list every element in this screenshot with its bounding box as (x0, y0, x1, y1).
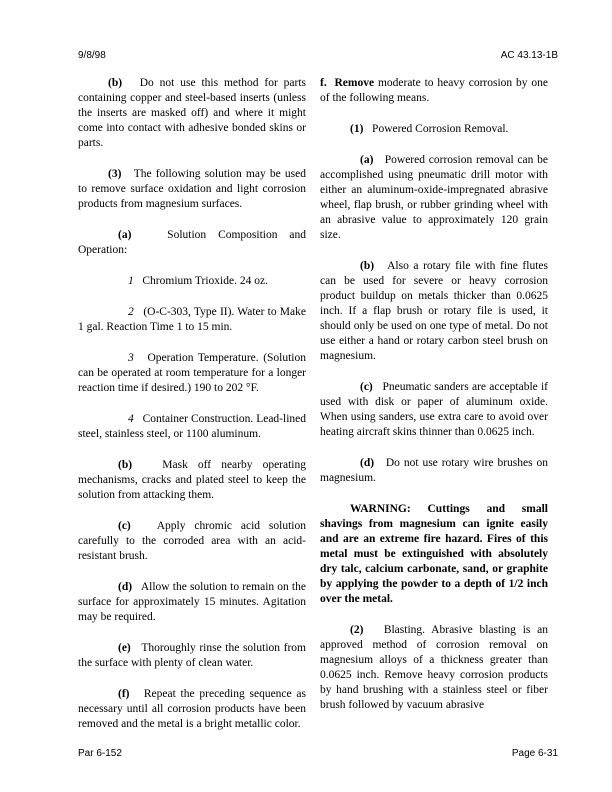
right-column (320, 76, 548, 729)
para-f-text: moderate to heavy corrosion by one of the following means. (320, 77, 549, 104)
paragraph-tag: 3 (128, 352, 134, 364)
para-1-text: Powered Corrosion Removal. (372, 123, 509, 135)
left-column (78, 76, 306, 748)
paragraph-c (320, 380, 548, 440)
left-paragraph (78, 580, 306, 625)
header-date: 9/8/98 (78, 50, 106, 61)
paragraph-tag: 4 (128, 413, 134, 425)
paragraph-text: Allow the solution to remain on the surface for approximately 15 minutes. Agitation may be required. (78, 581, 306, 623)
paragraph-text: Chromium Trioxide. 24 oz. (142, 275, 268, 287)
paragraph-text: Thoroughly rinse the solution from the surface with plenty of clean water. (78, 642, 306, 669)
paragraph-text: The following solution may be used to remove surface oxidation and light corrosion products from magnesium surfaces. (78, 168, 306, 210)
paragraph-text: Operation Temperature. (Solution can be operated at room temperature for a longer reaction time if desired.) 190 to 202 °F. (78, 352, 307, 394)
paragraph-tag: (f) (118, 688, 130, 700)
left-paragraph (78, 274, 306, 289)
paragraph-text: Container Construction. Lead-lined steel, stainless steel, or 1100 aluminum. (78, 413, 307, 440)
footer-page-number: Page 6-31 (511, 748, 558, 759)
paragraph-a (320, 153, 548, 243)
left-paragraph (78, 519, 306, 564)
para-a-tag: (a) (360, 154, 374, 166)
para-f-tag: f. (320, 77, 327, 89)
paragraph-b (320, 259, 548, 364)
para-b-text: Also a rotary file with fine flutes can be used for severe or heavy corrosion product buildup on metals thicker than 0.0625 inch. If a flap brush or rotary file is used, it should only be used on one type of metal. Do not use either a hand or rotary carbon steel brush on magnesium. (320, 260, 548, 362)
paragraph-text: (O-C-303, Type II). Water to Make 1 gal. Reaction Time 1 to 15 min. (78, 306, 306, 333)
paragraph-tag: 1 (128, 275, 134, 287)
paragraph-tag: (b) (108, 77, 123, 89)
paragraph-1 (320, 122, 548, 137)
left-paragraph (78, 458, 306, 503)
para-d-text: Do not use rotary wire brushes on magnesium. (320, 457, 549, 484)
para-b-tag: (b) (360, 260, 375, 272)
paragraph-tag: (c) (118, 520, 131, 532)
paragraph-text: Mask off nearby operating mechanisms, cracks and plated steel to keep the solution from attacking them. (78, 459, 306, 501)
paragraph-text: Do not use this method for parts containing copper and steel-based inserts (unless the inserts are masked off) and where it might come into contact with adhesive bonded skins or parts. (78, 77, 307, 149)
paragraph-text: Apply chromic acid solution carefully to the corroded area with an acid-resistant brush. (78, 520, 306, 562)
paragraph-text: Solution Composition and Operation: (78, 229, 307, 256)
para-d-tag: (d) (360, 457, 375, 469)
header-doc-number: AC 43.13-1B (500, 50, 558, 61)
para-1-tag: (1) (350, 123, 364, 135)
paragraph-2 (320, 623, 548, 713)
paragraph-tag: (e) (118, 642, 131, 654)
paragraph-tag: 2 (128, 306, 134, 318)
para-c-text: Pneumatic sanders are acceptable if used with disk or paper of aluminum oxide. When using sanders, use extra care to avoid over heating aircraft skins thinner than 0.0625 inch. (320, 381, 548, 438)
paragraph-tag: (3) (108, 168, 122, 180)
para-2-tag: (2) (350, 624, 364, 636)
para-c-tag: (c) (360, 381, 373, 393)
left-paragraph (78, 351, 306, 396)
left-paragraph (78, 641, 306, 671)
left-paragraph (78, 76, 306, 151)
footer-paragraph-ref: Par 6-152 (78, 748, 122, 759)
left-paragraph (78, 305, 306, 335)
left-paragraph (78, 412, 306, 442)
para-2-text: Blasting. Abrasive blasting is an approved method of corrosion removal on magnesium alloys of a thickness greater than 0.0625 inch. Remove heavy corrosion products by hand brushing with a stainless steel or fiber brush followed by vacuum abrasive (320, 624, 549, 711)
paragraph-tag: (d) (118, 581, 133, 593)
left-paragraph (78, 167, 306, 212)
paragraph-f (320, 76, 548, 106)
left-paragraph (78, 228, 306, 258)
para-f-title: Remove (334, 77, 375, 89)
left-paragraph (78, 687, 306, 732)
paragraph-tag: (a) (118, 229, 132, 241)
paragraph-text: Repeat the preceding sequence as necessary until all corrosion products have been removed and the metal is a bright metallic color. (78, 688, 306, 730)
paragraph-d (320, 456, 548, 486)
warning-block: WARNING: Cuttings and small shavings from magnesium can ignite easily and are an extreme fire hazard. Fires of this metal must be extinguished with absolutely dry talc, calcium carbonate, sand, or graphite by applying the powder to a depth of 1/2 inch over the metal. (320, 503, 548, 605)
paragraph-tag: (b) (118, 459, 133, 471)
para-a-text: Powered corrosion removal can be accomplished using pneumatic drill motor with either an aluminum-oxide-impregnated abrasive wheel, flap brush, or rubber grinding wheel with an abrasive value to approximately 120 grain size. (320, 154, 549, 241)
